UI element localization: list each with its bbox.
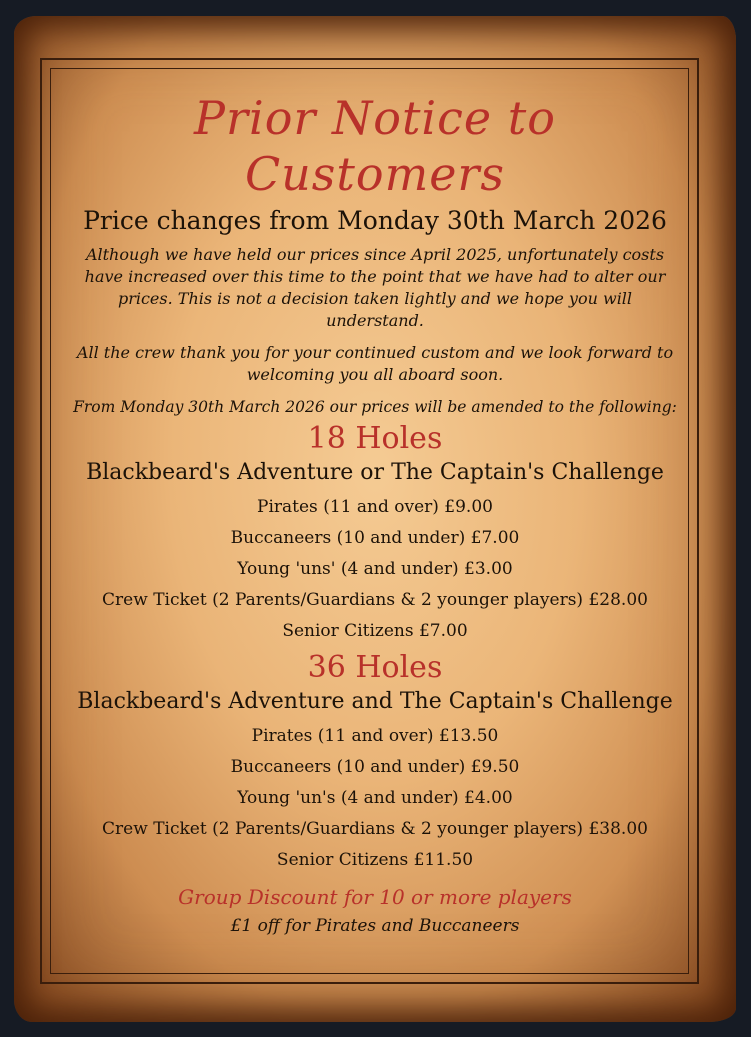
- notice-subtitle: Price changes from Monday 30th March 2026: [83, 206, 667, 235]
- notice-intro: From Monday 30th March 2026 our prices will be amended to the following:: [73, 398, 677, 416]
- section-18-holes: [60, 420, 690, 647]
- notice-title: Prior Notice to Customers: [194, 91, 556, 201]
- section-course: Blackbeard's Adventure and The Captain's Challenge: [77, 689, 673, 714]
- group-discount-detail: £1 off for Pirates and Buccaneers: [230, 916, 520, 936]
- price-line: Senior Citizens £11.50: [276, 850, 474, 870]
- price-line: Crew Ticket (2 Parents/Guardians & 2 younger players) £38.00: [102, 819, 648, 839]
- section-course: Blackbeard's Adventure or The Captain's Challenge: [86, 460, 664, 485]
- section-heading: 18 Holes: [307, 421, 443, 456]
- price-line: Buccaneers (10 and under) £7.00: [230, 528, 520, 548]
- price-line: Young 'un's (4 and under) £4.00: [237, 788, 513, 808]
- section-36-holes: [60, 649, 690, 876]
- notice-paragraph-thanks: All the crew thank you for your continued custom and we look forward to welcoming you all aboard soon.: [76, 343, 674, 384]
- price-line: Buccaneers (10 and under) £9.50: [230, 757, 520, 777]
- price-line: Crew Ticket (2 Parents/Guardians & 2 younger players) £28.00: [102, 590, 648, 610]
- section-heading: 36 Holes: [307, 650, 443, 685]
- notice-paragraph-costs: Although we have held our prices since April 2025, unfortunately costs have increased over this time to the point that we have had to alter our prices. This is not a decision taken lightly and we hope you will understand.: [84, 245, 666, 330]
- notice-content: [60, 80, 690, 940]
- price-line: Senior Citizens £7.00: [282, 621, 468, 641]
- price-line: Pirates (11 and over) £9.00: [257, 497, 493, 517]
- price-line: Young 'uns' (4 and under) £3.00: [237, 559, 513, 579]
- group-discount-heading: Group Discount for 10 or more players: [178, 885, 572, 909]
- price-line: Pirates (11 and over) £13.50: [251, 726, 499, 746]
